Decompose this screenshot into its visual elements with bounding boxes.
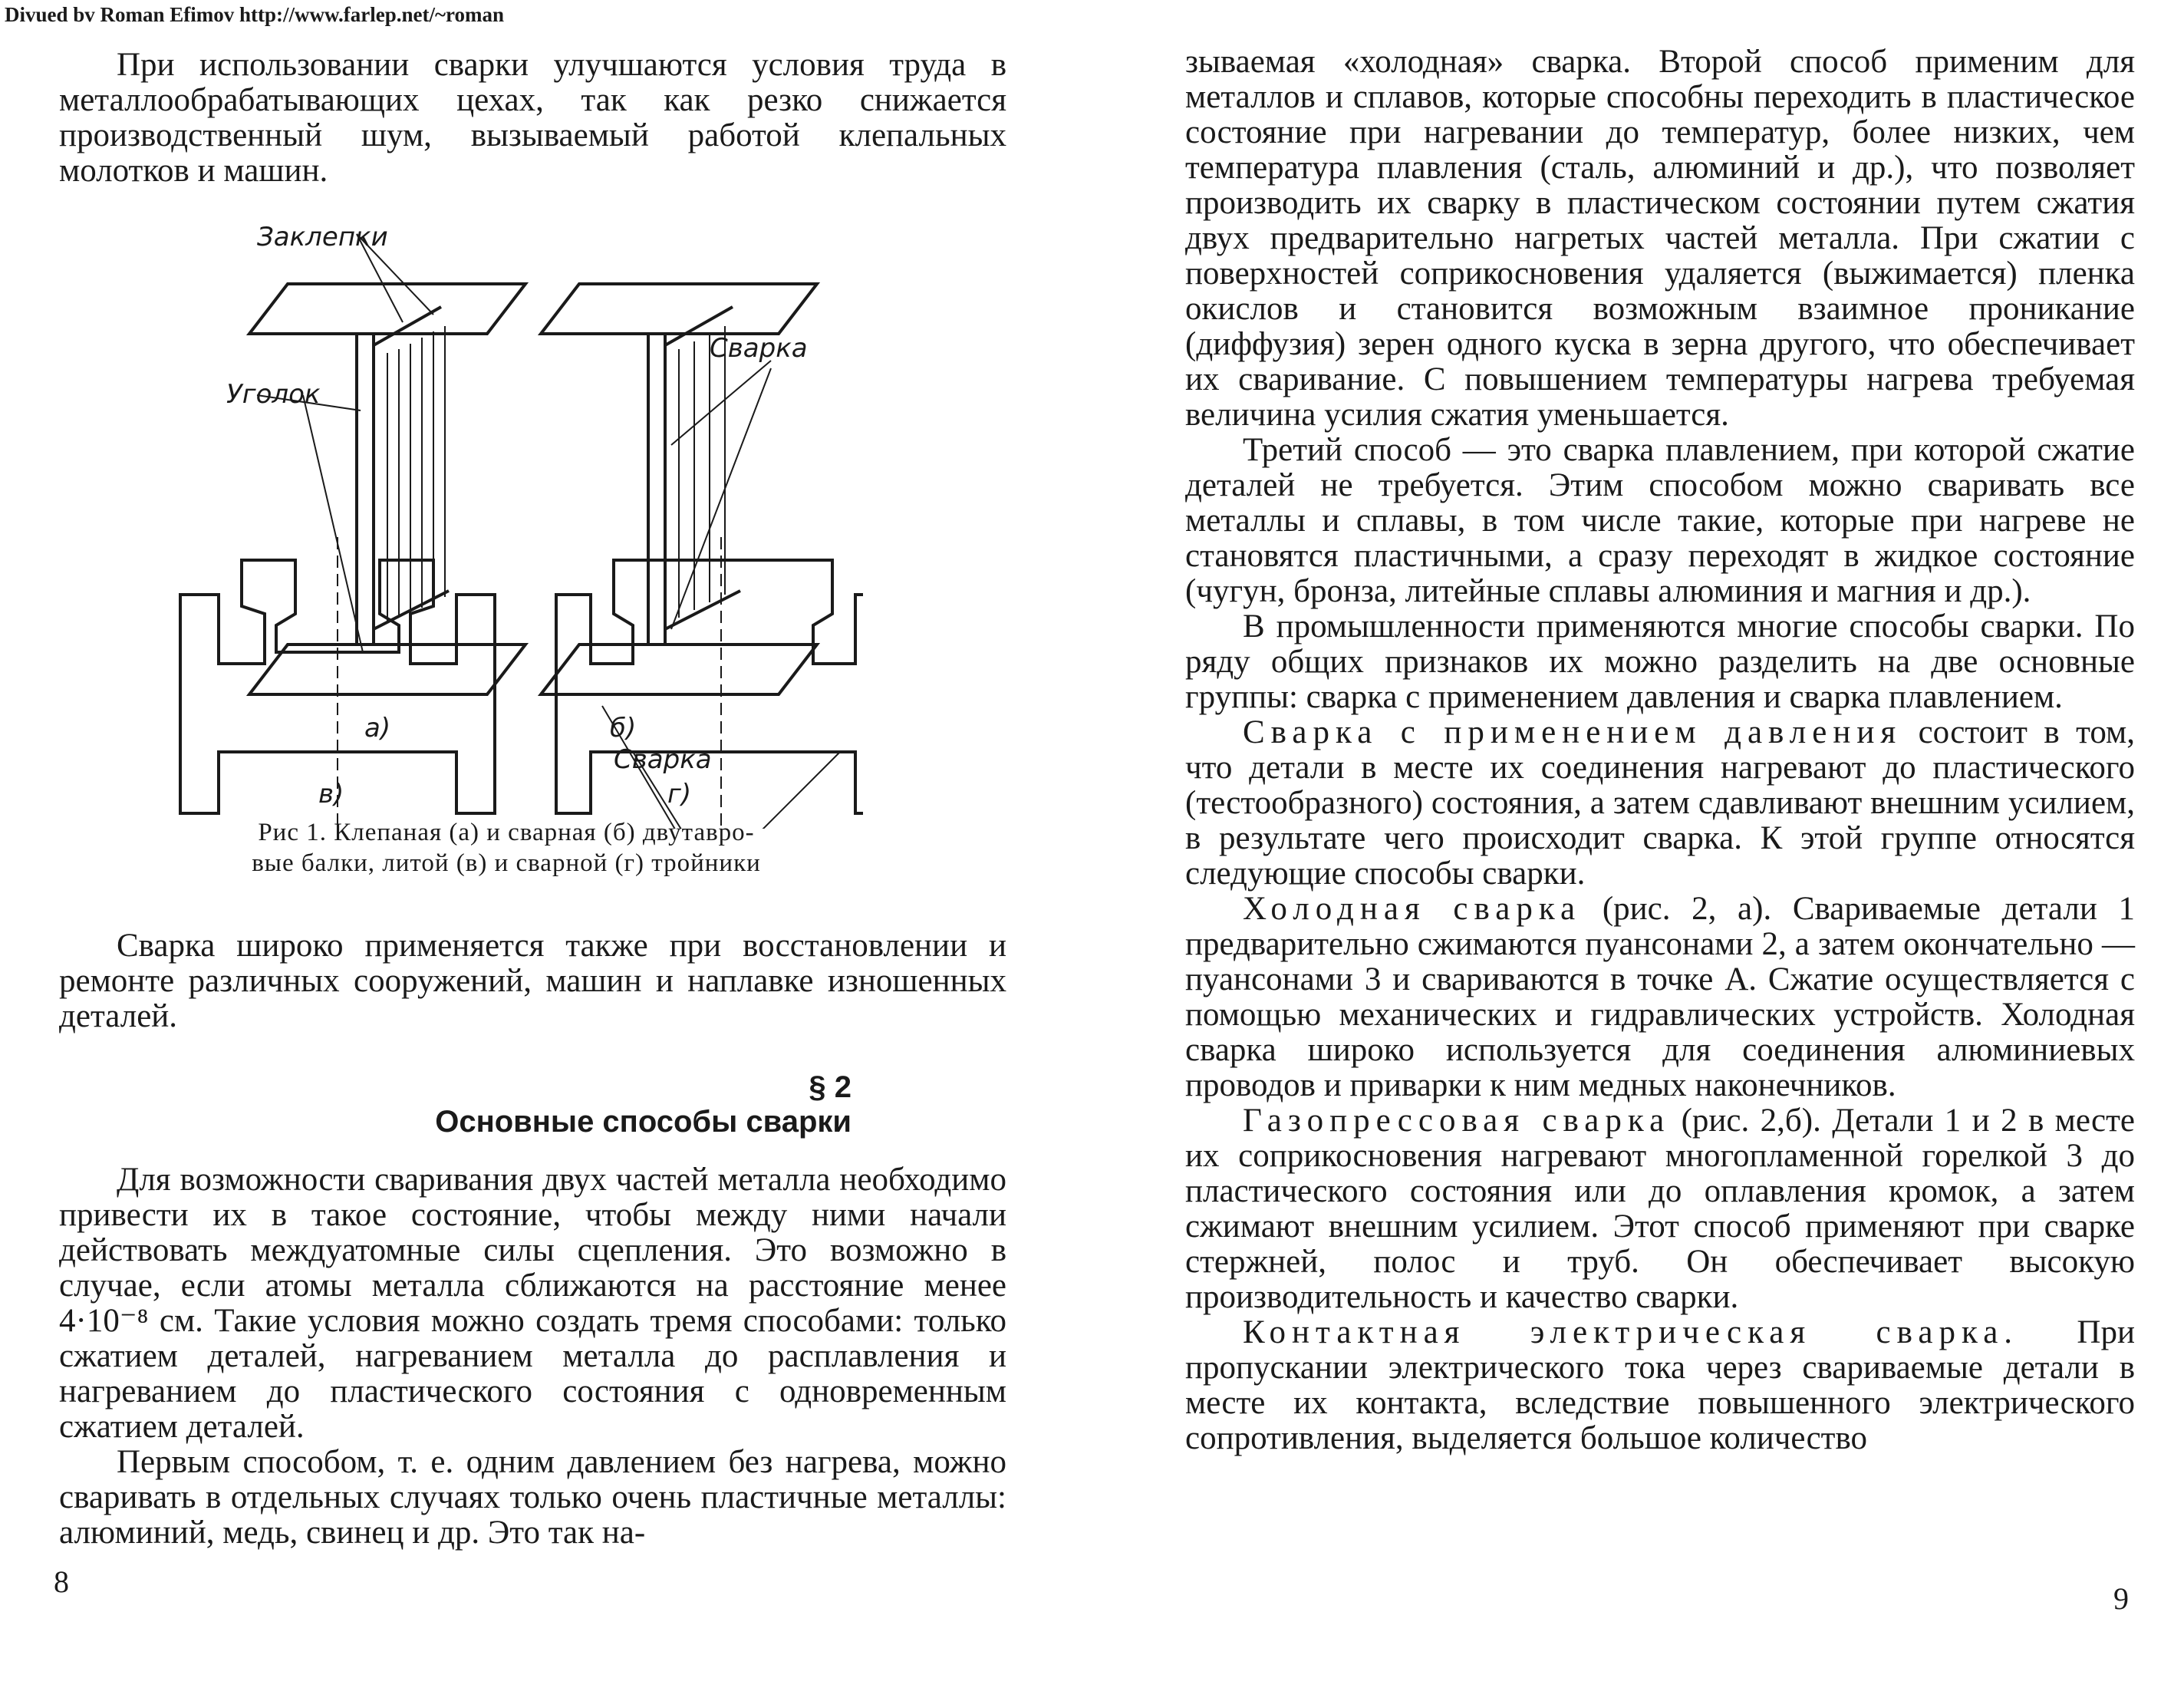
- term-contact-welding: Контактная электрическая сварка.: [1243, 1314, 2019, 1350]
- right-para-4: Сварка с применением давления состоит в том, что детали в месте их соединения нагревают до пластического (тестообразного) состояния, а затем сдавливают внешним усилием, в результате чего происходит сварка. К этой группе относятся следующие способы сварки.: [1185, 714, 2135, 892]
- label-v: в): [318, 779, 344, 809]
- caption-line-2: вые балки, литой (в) и сварной (г) тройники: [252, 849, 761, 877]
- right-para-6: Газопрессовая сварка (рис. 2,б). Детали 1 и 2 в месте их соприкосновения нагревают многопламенной горелкой 3 до пластического состояния или до оплавления кромок, а затем сжимают внешним усилием. Этот способ применяют при сварке стержней, полос и труб. Он обеспечивает высокую производительность и качество сварки.: [1185, 1103, 2135, 1315]
- left-para-1: При использовании сварки улучшаются условия труда в металлообрабатывающих цехах, так как резко снижается производственный шум, вызываемый работой клепальных молотков и машин.: [59, 47, 1006, 189]
- left-page: [59, 48, 1006, 189]
- label-angle: Уголок: [226, 379, 321, 410]
- right-para-3: В промышленности применяются многие способы сварки. По ряду общих признаков их можно разделить на две основные группы: сварка с применением давления и сварка плавлением.: [1185, 608, 2135, 715]
- left-lower: [59, 928, 1006, 1034]
- page-number-left: 8: [54, 1564, 69, 1599]
- page-number-right: 9: [2113, 1581, 2129, 1616]
- left-para-2: Сварка широко применяется также при восстановлении и ремонте различных сооружений, машин и наплавке изношенных деталей.: [59, 928, 1006, 1034]
- term-gas-press-welding: Газопрессовая сварка: [1243, 1103, 1671, 1139]
- label-rivets: Заклепки: [257, 222, 388, 252]
- beam-a-web: [357, 334, 374, 645]
- scan-header: Divued bv Roman Efimov http://www.farlep.net/~roman: [5, 3, 505, 26]
- figure-1-drawing: [173, 215, 863, 829]
- label-a: а): [364, 713, 391, 743]
- figure-1: [173, 215, 863, 829]
- right-para-5: Холодная сварка (рис. 2, а). Свариваемые детали 1 предварительно сжимаются пуансонами 2, а затем окончательно — пуансонами 3 и свариваются в точке А. Сжатие осуществляется с помощью механических и гидравлических устройств. Холодная сварка широко используется для соединения алюминиевых проводов и приварки к ним медных наконечников.: [1185, 891, 2135, 1103]
- left-para-4: Первым способом, т. е. одним давлением без нагрева, можно сваривать в отдельных случаях только очень пластичные металлы: алюминий, медь, свинец и др. Это так на-: [59, 1444, 1006, 1551]
- section-number: § 2: [809, 1070, 852, 1104]
- right-para-2: Третий способ — это сварка плавлением, при которой сжатие деталей не требуется. Этим способом можно сваривать все металлы и сплавы, в том числе такие, которые при нагреве не становятся пластичными, а сразу переходят в жидкое состояние (чугун, бронза, литейные сплавы алюминия и магния и др.).: [1185, 432, 2135, 609]
- term-pressure-welding: Сварка с применением давления: [1243, 714, 1902, 750]
- beam-b-bottom-flange: [541, 645, 817, 694]
- term-cold-welding: Холодная сварка: [1243, 891, 1582, 927]
- left-body: [59, 1162, 1006, 1551]
- label-weld-top: Сварка: [710, 333, 808, 364]
- caption-line-1: Рис 1. Клепаная (а) и сварная (б) двутавро-: [258, 819, 755, 846]
- beam-b-top-flange: [541, 284, 817, 334]
- figure-caption: [123, 817, 890, 879]
- beam-b-web: [648, 334, 665, 645]
- section-title: Основные способы сварки: [435, 1105, 852, 1139]
- right-para-1: зываемая «холодная» сварка. Второй способ применим для металлов и сплавов, которые способны переходить в пластическое состояние при нагревании до температур, более низких, чем температура плавления (сталь, алюминий и др.), что позволяет производить их сварку в пластическом состоянии путем сжатия двух предварительно нагретых частей металла. При сжатии с поверхностей соприкосновения удаляется (выжимается) пленка окислов и становится возможным взаимное проникание (диффузия) зерен одного куска в зерна другого, что обеспечивает их сваривание. С повышением температуры нагрева требуемая величина усилия сжатия уменьшается.: [1185, 44, 2135, 433]
- right-para-7: Контактная электрическая сварка. При пропускании электрического тока через свариваемые детали в месте их контакта, вследствие повышенного электрического сопротивления, выделяется большое количество: [1185, 1314, 2135, 1456]
- label-weld-bottom: Сварка: [614, 744, 712, 775]
- label-b: б): [610, 713, 637, 743]
- right-page: [1185, 45, 2135, 1456]
- left-para-3: Для возможности сваривания двух частей металла необходимо привести их в такое состояние, чтобы между ними начали действовать междуатомные силы сцепления. Это возможно в случае, если атомы металла сближаются на расстояние менее 4·10⁻⁸ см. Такие условия можно создать тремя способами: только сжатием деталей, нагреванием металла до расплавления и нагреванием до пластического состояния с одновременным сжатием деталей.: [59, 1162, 1006, 1445]
- label-g: г): [667, 779, 692, 809]
